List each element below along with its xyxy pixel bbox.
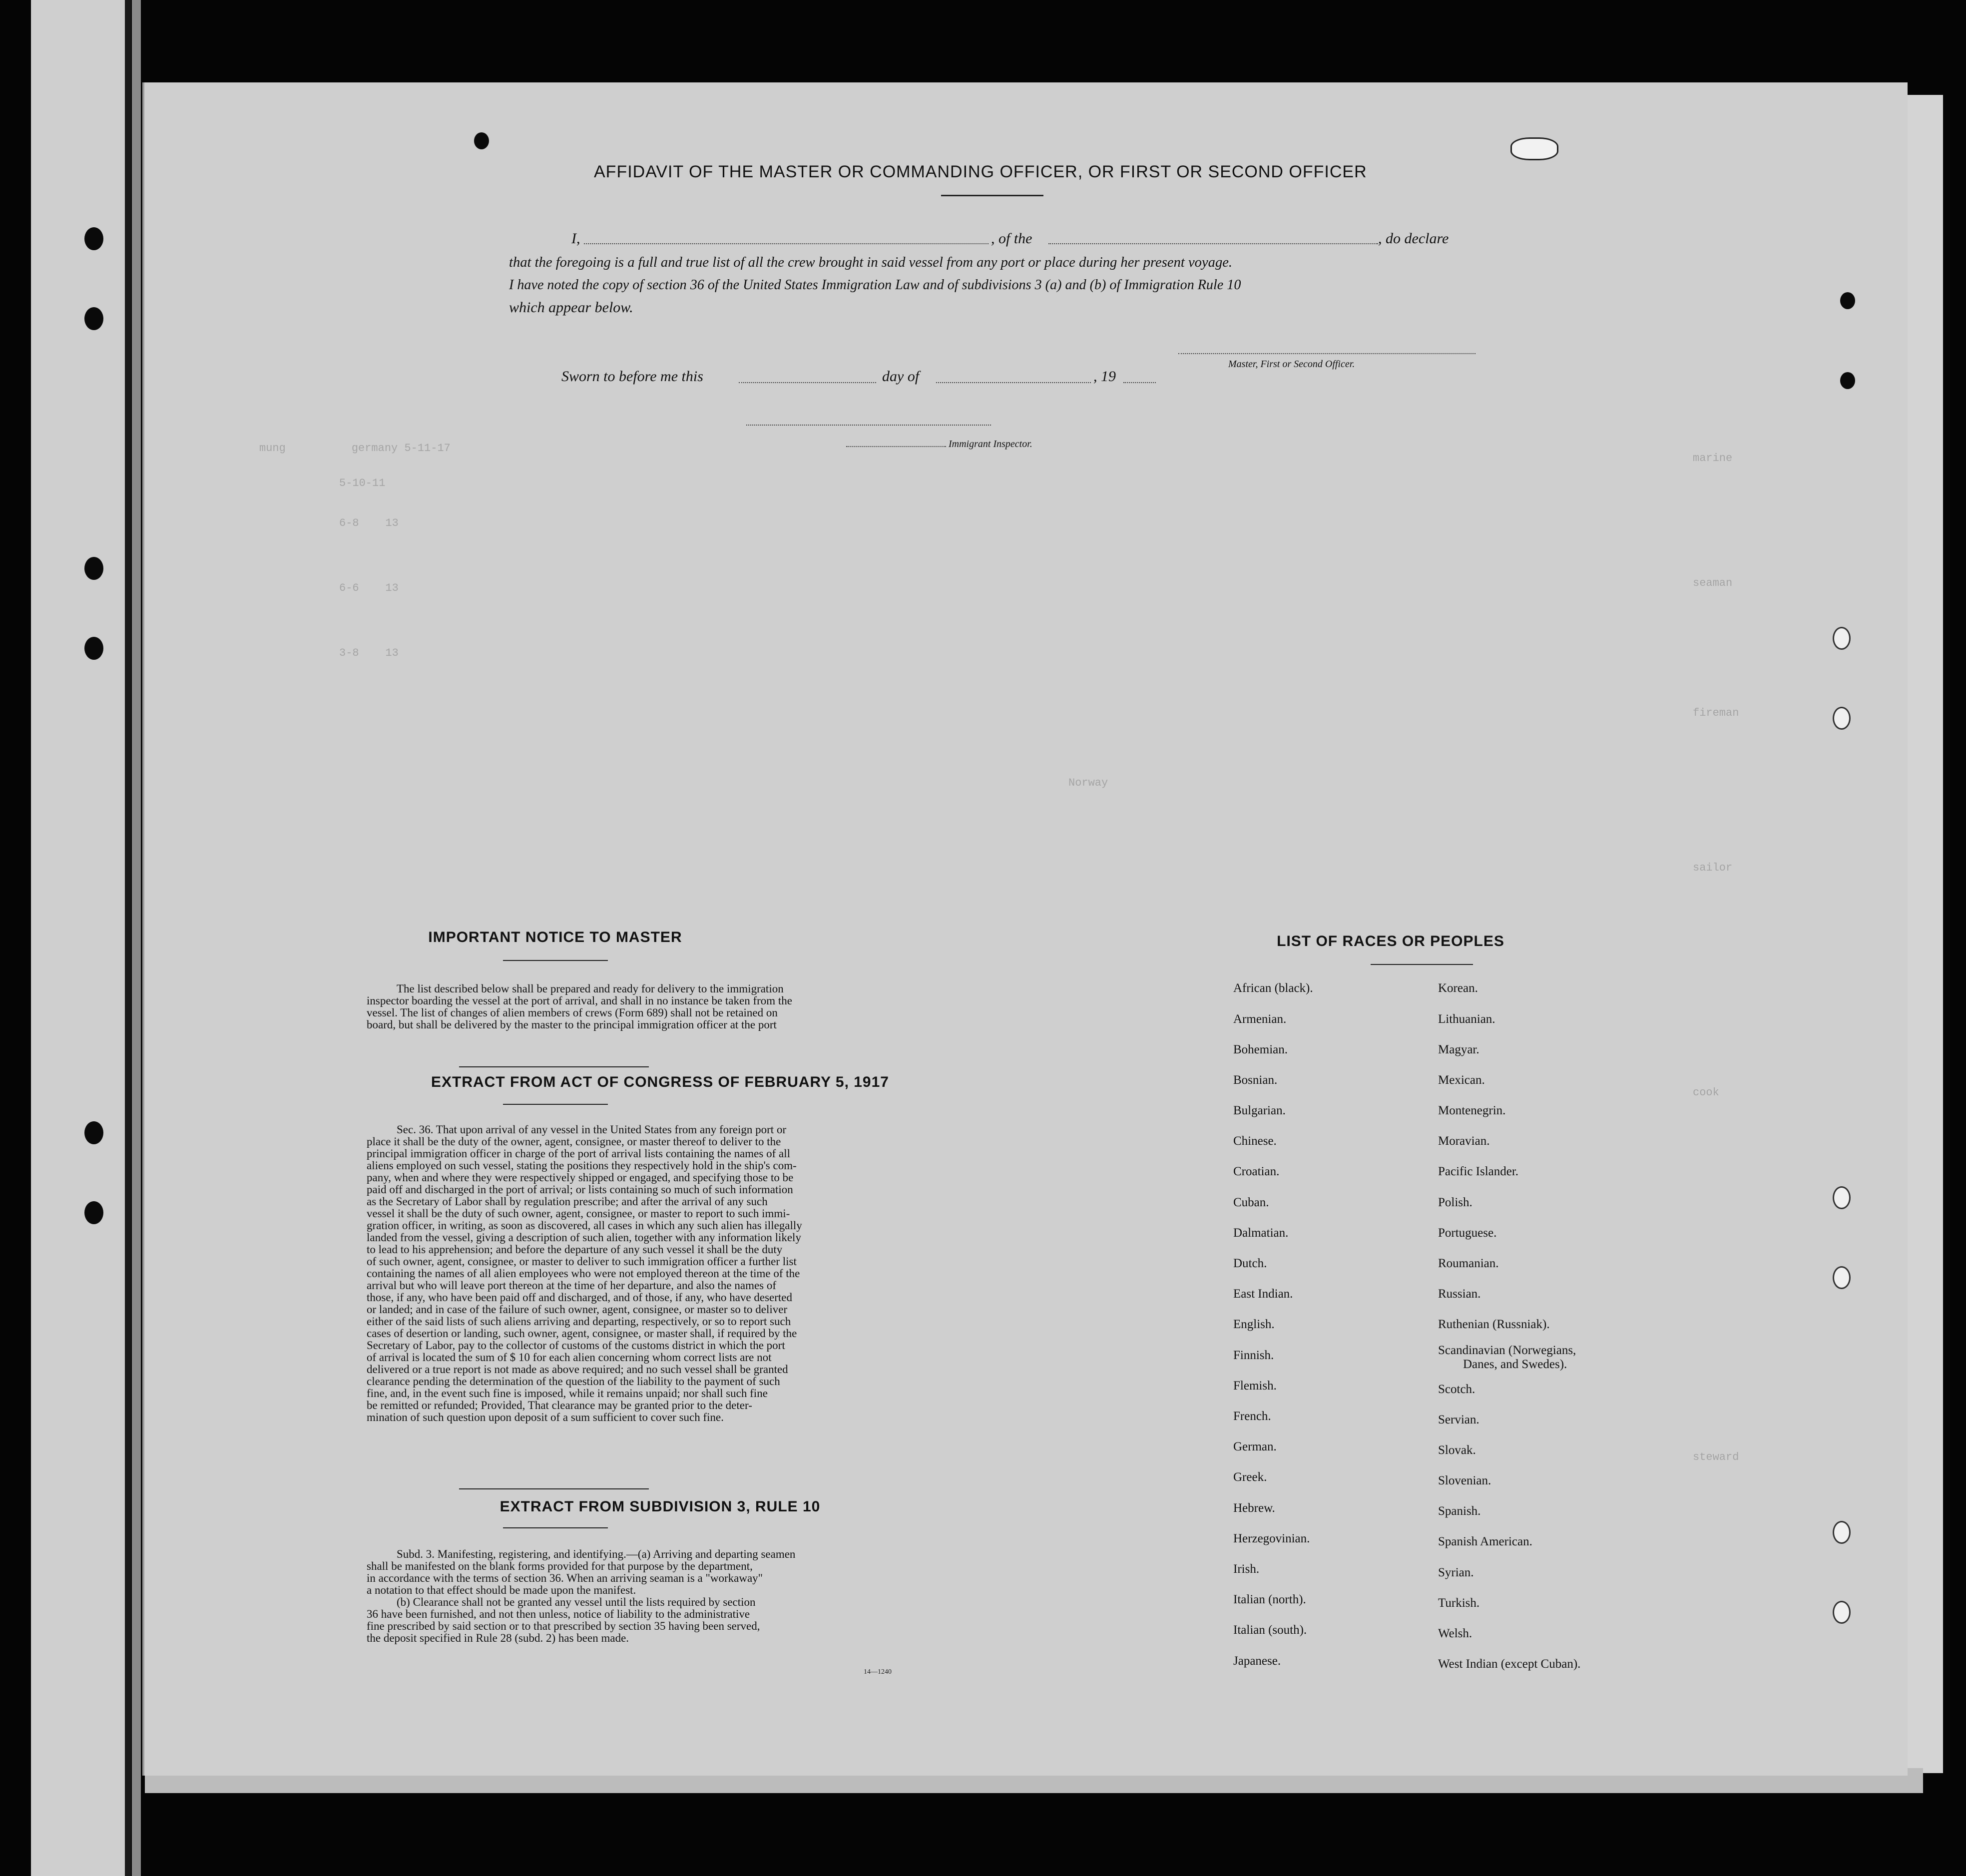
notice-underline [503,960,608,961]
rule-line: shall be manifested on the blank forms provided for that purpose by the department, [367,1560,753,1572]
bleed-through-text: 6-8 13 [339,517,399,529]
race-item: Scandinavian (Norwegians, [1438,1344,1576,1357]
form-number: 14—1240 [864,1668,892,1676]
vessel-name-blank[interactable] [1048,243,1378,244]
affidavit-title: AFFIDAVIT OF THE MASTER OR COMMANDING OFFICER, OR FIRST OR SECOND OFFICER [594,162,1367,181]
sworn-label: Sworn to before me this [561,368,703,385]
sworn-month-blank[interactable] [936,382,1091,383]
punch-hole [84,307,103,330]
race-item: Polish. [1438,1196,1473,1209]
race-item: Dutch. [1233,1257,1267,1270]
punch-hole [1840,292,1855,309]
bleed-through-text: 3-8 13 [339,647,399,659]
punch-hole [474,132,489,149]
rule-text [367,1548,954,1644]
punch-hole [84,1121,103,1144]
race-item: Scotch. [1438,1383,1475,1396]
affidavit-line-3: I have noted the copy of section 36 of the United States Immigration Law and of subdivisions 3 (a) and (b) of Immigration Rule 10 [509,277,1241,293]
act-line: to lead to his apprehension; and before the departure of any such vessel it shall be the duty [367,1243,783,1256]
punch-hole [84,557,103,580]
act-line: paid off and discharged in the port of arrival; or lists containing so much of such information [367,1183,793,1196]
race-item: Croatian. [1233,1165,1280,1178]
act-line: containing the names of all alien employees who were not employed thereon at the time of the [367,1267,800,1280]
punch-hole [1833,1266,1851,1289]
day-of-label: day of [882,368,920,385]
race-item: Chinese. [1233,1134,1277,1148]
race-item: Bulgarian. [1233,1104,1286,1117]
notice-text [367,983,954,1031]
act-line: aliens employed on such vessel, stating the positions they respectively hold in the ship's com- [367,1159,797,1172]
act-line: cases of desertion or landing, such owner, agent, consignee, or master shall, if required by the [367,1327,797,1340]
inspector-signature-blank[interactable] [746,425,991,426]
manifest-page [142,82,1908,1776]
race-item: Slovenian. [1438,1474,1491,1487]
act-line: Sec. 36. That upon arrival of any vessel in the United States from any foreign port or [397,1123,787,1136]
punch-hole [1833,1186,1851,1209]
sworn-year-blank[interactable] [1123,382,1156,383]
race-item: East Indian. [1233,1287,1293,1301]
punch-hole [1840,372,1855,389]
punch-hole [84,637,103,660]
race-item: Pacific Islander. [1438,1165,1519,1178]
do-declare-label: , do declare [1378,230,1449,247]
act-line: principal immigration officer in charge of the port of arrival lists containing the names of all [367,1147,790,1160]
notice-line: inspector boarding the vessel at the port of arrival, and shall in no instance be taken from the [367,994,793,1007]
rule-line: fine prescribed by said section or to that prescribed by section 35 having been served, [367,1620,760,1632]
act-line: fine, and, in the event such fine is imposed, while it remains unpaid; nor shall such fine [367,1387,768,1400]
race-item: African (black). [1233,981,1313,995]
race-item: Montenegrin. [1438,1104,1506,1117]
rule-underline [503,1527,608,1528]
bleed-through-text: marine [1693,452,1733,465]
act-underline [503,1104,608,1105]
sworn-day-blank[interactable] [739,382,876,383]
act-line: as the Secretary of Labor shall by regulation prescribe; and after the arrival of any such [367,1195,768,1208]
race-item: Italian (south). [1233,1623,1307,1637]
act-text [367,1124,954,1423]
rule-line: Subd. 3. Manifesting, registering, and identifying.—(a) Arriving and departing seamen [397,1548,796,1560]
act-heading: EXTRACT FROM ACT OF CONGRESS OF FEBRUARY 5, 1917 [431,1074,889,1090]
bleed-through-text: steward [1693,1451,1739,1463]
affidavit-line-2: that the foregoing is a full and true list of all the crew brought in said vessel from any port or place during her present voyage. [509,255,1233,270]
bleed-through-text: cook [1693,1086,1719,1099]
race-item: German. [1233,1440,1277,1453]
declarant-name-blank[interactable] [584,243,988,244]
bleed-through-text: sailor [1693,862,1733,874]
bleed-through-text: 6-6 13 [339,582,399,594]
act-line: either of the said lists of such aliens arriving and departing, respectively, or so to report such [367,1315,791,1328]
act-line: delivered or a true report is not made as above required; and no such vessel shall be granted [367,1363,788,1376]
rule-line: the deposit specified in Rule 28 (subd. 2) has been made. [367,1632,629,1644]
act-line: of arrival is located the sum of $ 10 for each alien concerning whom correct lists are not [367,1351,772,1364]
punch-hole [84,227,103,250]
rule-heading: EXTRACT FROM SUBDIVISION 3, RULE 10 [499,1498,821,1515]
race-item: Russian. [1438,1287,1481,1301]
race-item: Moravian. [1438,1134,1490,1148]
race-item: Japanese. [1233,1654,1281,1668]
binding-strip [31,0,126,1876]
race-item: Syrian. [1438,1566,1474,1579]
rule-line: in accordance with the terms of section 36. When an arriving seaman is a "workaway" [367,1572,763,1584]
punch-hole [84,1201,103,1224]
race-item: Spanish American. [1438,1535,1532,1548]
race-item: Bosnian. [1233,1073,1278,1087]
act-line: clearance pending the determination of the question of the liability to the payment of such [367,1375,780,1388]
punch-hole [1833,627,1851,650]
notice-line: board, but shall be delivered by the master to the principal immigration officer at the port [367,1018,777,1031]
notice-heading: IMPORTANT NOTICE TO MASTER [428,929,682,945]
bleed-through-text: mung germany 5-11-17 [259,442,451,455]
rule-line: a notation to that effect should be made upon the manifest. [367,1584,636,1596]
affidavit-line-4: which appear below. [509,299,633,316]
race-item: Greek. [1233,1470,1267,1484]
act-line: those, if any, who have been paid off and discharged, and of those, if any, who have deserted [367,1291,793,1304]
race-item: Bohemian. [1233,1043,1288,1056]
races-heading: LIST OF RACES OR PEOPLES [1277,933,1504,949]
title-underline [941,195,1043,196]
bleed-through-text: Norway [1068,777,1108,789]
race-item: Turkish. [1438,1596,1480,1610]
race-item: Finnish. [1233,1349,1274,1362]
race-item: West Indian (except Cuban). [1438,1657,1581,1671]
act-line: be remitted or refunded; Provided, That clearance may be granted prior to the deter- [367,1399,752,1411]
race-item: Danes, and Swedes). [1463,1358,1567,1371]
bleed-through-text: seaman [1693,577,1733,589]
act-line: arrival but who will leave port thereon at the time of her departure, and also the names of [367,1279,777,1292]
race-item: Dalmatian. [1233,1226,1289,1240]
master-signature-blank[interactable] [1178,353,1475,354]
race-item: Roumanian. [1438,1257,1499,1270]
master-signature-label: Master, First or Second Officer. [1228,359,1355,370]
rule-line: 36 have been furnished, and not then unless, notice of liability to the administrative [367,1608,750,1620]
race-item: Welsh. [1438,1627,1473,1640]
of-the-label: , of the [991,230,1032,247]
inspector-label: Immigrant Inspector. [949,439,1032,450]
punch-hole [1833,707,1851,730]
act-line: place it shall be the duty of the owner, agent, consignee, or master thereof to deliver to the [367,1135,781,1148]
race-item: English. [1233,1318,1275,1331]
punch-hole [1833,1521,1851,1544]
act-line: or landed; and in case of the failure of such owner, agent, consignee, or master so to deliver [367,1303,788,1316]
paper-tear [1510,137,1558,160]
binding-strip-inner [132,0,141,1876]
rule-line: (b) Clearance shall not be granted any vessel until the lists required by section [397,1596,756,1608]
race-item: Herzegovinian. [1233,1532,1310,1545]
races-underline [1371,964,1473,965]
race-item: Irish. [1233,1562,1260,1576]
act-line: landed from the vessel, giving a description of such alien, together with any information likely [367,1231,801,1244]
race-item: Flemish. [1233,1379,1277,1393]
act-line: pany, when and where they were respectively shipped or engaged, and specifying those to be [367,1171,794,1184]
race-item: Portuguese. [1438,1226,1497,1240]
declarant-label: I, [571,230,580,247]
race-item: Korean. [1438,981,1478,995]
race-item: Spanish. [1438,1504,1481,1518]
race-item: Magyar. [1438,1043,1479,1056]
binding-strip-edge [125,0,131,1876]
punch-hole [1833,1601,1851,1624]
race-item: Armenian. [1233,1012,1287,1026]
bleed-through-text: 5-10-11 [339,477,386,489]
race-item: Slovak. [1438,1443,1476,1457]
act-line: vessel it shall be the duty of such owner, agent, consignee, or master to report to such immi- [367,1207,790,1220]
race-item: Hebrew. [1233,1501,1275,1515]
inspector-signature-blank-2[interactable] [846,446,946,447]
act-line: mination of such question upon deposit of a sum sufficient to cover such fine. [367,1411,724,1423]
race-item: French. [1233,1409,1271,1423]
race-item: Cuban. [1233,1196,1269,1209]
section-divider [459,1488,649,1489]
race-item: Servian. [1438,1413,1479,1426]
race-item: Lithuanian. [1438,1012,1495,1026]
bleed-through-text: fireman [1693,707,1739,719]
act-line: Secretary of Labor, pay to the collector of customs of the customs district in which the port [367,1339,785,1352]
section-divider [459,1066,649,1067]
act-line: of such owner, agent, consignee, or master to deliver to such immigration officer a further list [367,1255,797,1268]
notice-line: vessel. The list of changes of alien members of crews (Form 689) shall not be retained on [367,1006,778,1019]
notice-line: The list described below shall be prepared and ready for delivery to the immigration [397,982,784,995]
act-line: gration officer, in writing, as soon as discovered, all cases in which any such alien has illegally [367,1219,802,1232]
race-item: Ruthenian (Russniak). [1438,1318,1550,1331]
race-item: Italian (north). [1233,1593,1306,1606]
year-label: , 19 [1093,368,1116,385]
race-item: Mexican. [1438,1073,1485,1087]
